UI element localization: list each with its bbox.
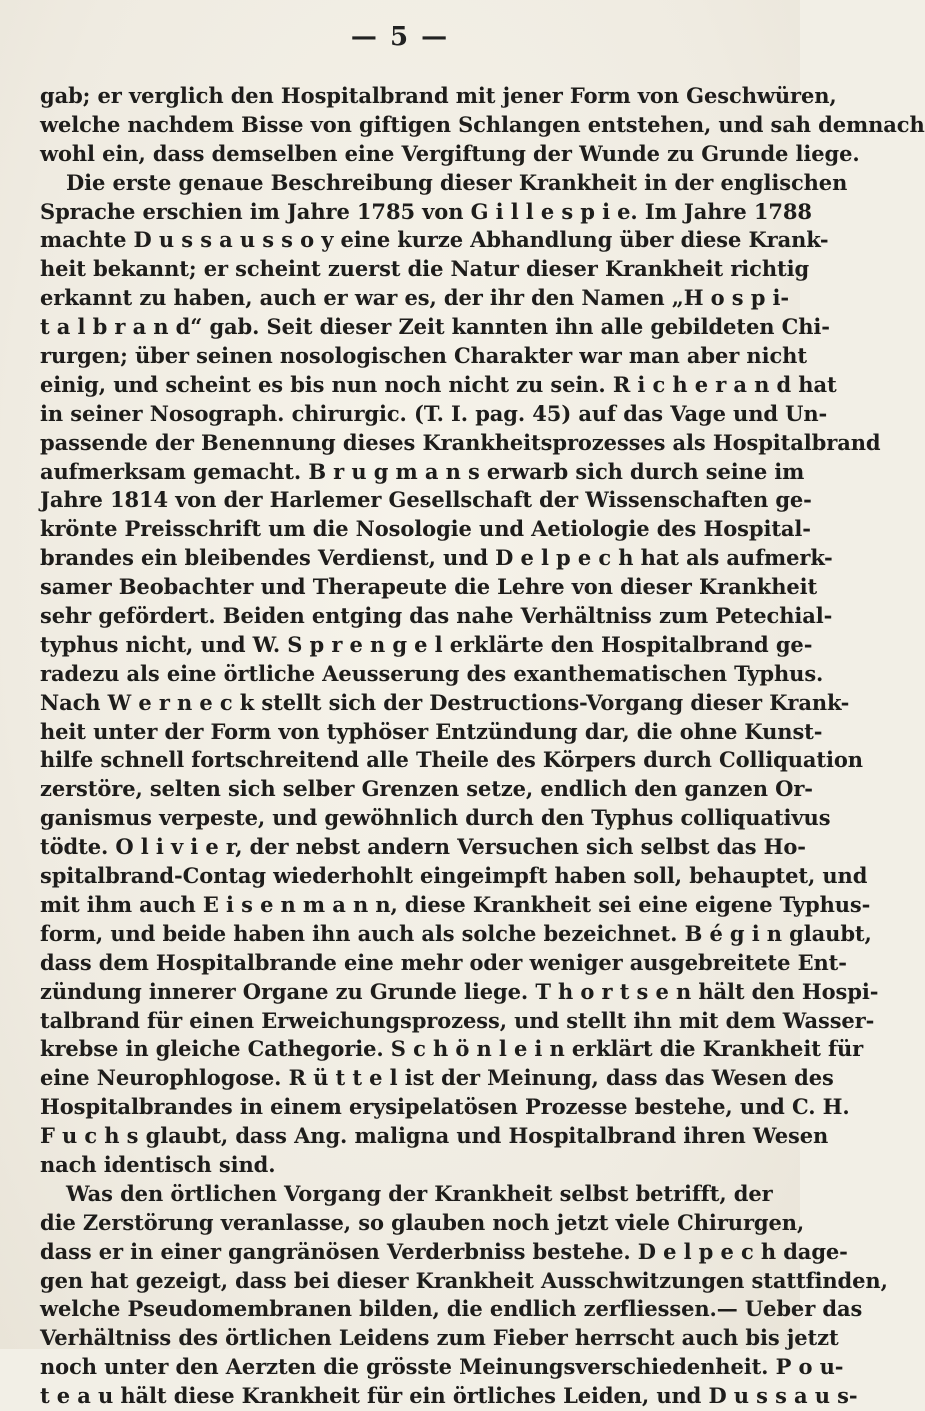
text-line: heit bekannt; er scheint zuerst die Natur dieser Krankheit richtig	[40, 256, 810, 282]
text-line: wohl ein, dass demselben eine Vergiftung der Wunde zu Grunde liege.	[40, 140, 860, 166]
text-line: noch unter den Aerzten die grösste Meinungsverschiedenheit. P o u-	[40, 1354, 844, 1380]
page-number: — 5 —	[350, 22, 450, 52]
text-line: Die erste genaue Beschreibung dieser Krankheit in der englischen	[66, 169, 848, 195]
text-line: t a l b r a n d“ gab. Seit dieser Zeit kannten ihn alle gebildeten Chi-	[40, 314, 830, 340]
text-line: welche Pseudomembranen bilden, die endlich zerfliessen.— Ueber das	[40, 1296, 863, 1322]
text-line: dass er in einer gangränösen Verderbniss bestehe. D e l p e c h dage-	[40, 1238, 848, 1264]
text-line: Hospitalbrandes in einem erysipelatösen Prozesse bestehe, und C. H.	[40, 1094, 850, 1120]
text-line: tödte. O l i v i e r, der nebst andern Versuchen sich selbst das Ho-	[40, 834, 806, 860]
text-line: Jahre 1814 von der Harlemer Gesellschaft der Wissenschaften ge-	[40, 487, 812, 513]
body-text	[40, 82, 925, 1411]
text-line: welche nachdem Bisse von giftigen Schlangen entstehen, und sah demnach	[40, 111, 925, 137]
text-line: form, und beide haben ihn auch als solche bezeichnet. B é g i n glaubt,	[40, 920, 872, 946]
text-line: spitalbrand-Contag wiederhohlt eingeimpft haben soll, behauptet, und	[40, 863, 868, 889]
text-line: erkannt zu haben, auch er war es, der ihr den Namen „H o s p i-	[40, 285, 789, 311]
text-line: heit unter der Form von typhöser Entzündung dar, die ohne Kunst-	[40, 718, 823, 744]
text-line: hilfe schnell fortschreitend alle Theile des Körpers durch Colliquation	[40, 747, 863, 773]
text-line: zerstöre, selten sich selber Grenzen setze, endlich den ganzen Or-	[40, 776, 813, 802]
text-line: t e a u hält diese Krankheit für ein örtliches Leiden, und D u s s a u s-	[40, 1383, 858, 1409]
text-line: dass dem Hospitalbrande eine mehr oder weniger ausgebreitete Ent-	[40, 949, 847, 975]
text-line: radezu als eine örtliche Aeusserung des exanthematischen Typhus.	[40, 660, 824, 686]
text-line: talbrand für einen Erweichungsprozess, und stellt ihn mit dem Wasser-	[40, 1007, 875, 1033]
text-line: ganismus verpeste, und gewöhnlich durch den Typhus colliquativus	[40, 805, 831, 831]
text-line: rurgen; über seinen nosologischen Charakter war man aber nicht	[40, 343, 807, 369]
text-line: eine Neurophlogose. R ü t t e l ist der Meinung, dass das Wesen des	[40, 1065, 834, 1091]
text-line: Nach W e r n e c k stellt sich der Destructions-Vorgang dieser Krank-	[40, 689, 850, 715]
text-line: die Zerstörung veranlasse, so glauben noch jetzt viele Chirurgen,	[40, 1209, 805, 1235]
text-line: aufmerksam gemacht. B r u g m a n s erwarb sich durch seine im	[40, 458, 805, 484]
text-line: machte D u s s a u s s o y eine kurze Abhandlung über diese Krank-	[40, 227, 829, 253]
text-line: gen hat gezeigt, dass bei dieser Krankheit Ausschwitzungen stattfinden,	[40, 1267, 888, 1293]
text-line: gab; er verglich den Hospitalbrand mit jener Form von Geschwüren,	[40, 83, 837, 108]
text-line: F u c h s glaubt, dass Ang. maligna und Hospitalbrand ihren Wesen	[40, 1123, 829, 1149]
text-line: zündung innerer Organe zu Grunde liege. T h o r t s e n hält den Hospi-	[40, 978, 879, 1004]
text-line: Verhältniss des örtlichen Leidens zum Fieber herrscht auch bis jetzt	[40, 1325, 839, 1351]
text-line: in seiner Nosograph. chirurgic. (T. I. pag. 45) auf das Vage und Un-	[40, 400, 828, 426]
text-line: Was den örtlichen Vorgang der Krankheit selbst betrifft, der	[66, 1180, 773, 1206]
text-line: einig, und scheint es bis nun noch nicht zu sein. R i c h e r a n d hat	[40, 371, 837, 397]
text-line: krönte Preisschrift um die Nosologie und Aetiologie des Hospital-	[40, 516, 811, 542]
text-line: samer Beobachter und Therapeute die Lehre von dieser Krankheit	[40, 574, 818, 600]
text-line: nach identisch sind.	[40, 1151, 276, 1177]
text-line: sehr gefördert. Beiden entging das nahe Verhältniss zum Petechial-	[40, 603, 833, 629]
text-line: mit ihm auch E i s e n m a n n, diese Krankheit sei eine eigene Typhus-	[40, 891, 871, 917]
text-line: typhus nicht, und W. S p r e n g e l erklärte den Hospitalbrand ge-	[40, 631, 813, 657]
text-line: Sprache erschien im Jahre 1785 von G i l l e s p i e. Im Jahre 1788	[40, 198, 812, 224]
text-line: passende der Benennung dieses Krankheitsprozesses als Hospitalbrand	[40, 429, 881, 455]
text-line: brandes ein bleibendes Verdienst, und D e l p e c h hat als aufmerk-	[40, 545, 833, 571]
text-line: krebse in gleiche Cathegorie. S c h ö n l e i n erklärt die Krankheit für	[40, 1036, 864, 1062]
